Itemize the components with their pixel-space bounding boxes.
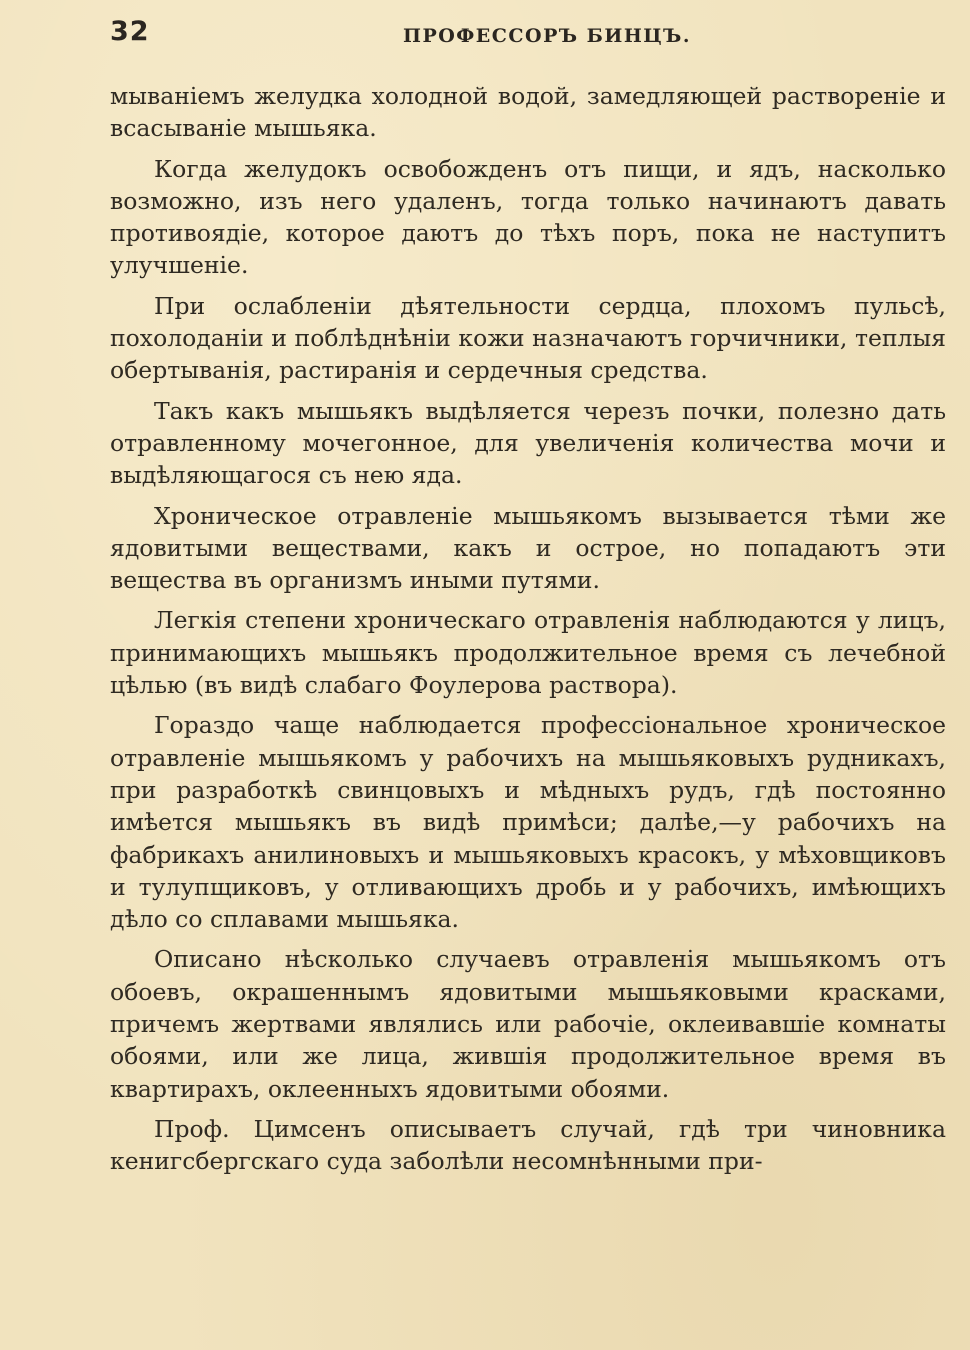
paragraph-continued: мываніемъ желудка холодной водой, замедляющей раствореніе и всасываніе мышьяка.	[110, 82, 946, 143]
paragraph: Описано нѣсколько случаевъ отравленія мышьякомъ отъ обоевъ, окрашеннымъ ядовитыми мышьяковыми красками, причемъ жертвами являлись или рабочіе, оклеивавшіе комнаты обоями, или же лица, жившія продолжительное время въ квартирахъ, оклеенныхъ ядовитыми обоями.	[110, 945, 946, 1103]
paragraph: При ослабленіи дѣятельности сердца, плохомъ пульсѣ, похолоданіи и поблѣднѣніи кожи назначаютъ горчичники, теплыя обертыванія, растиранія и сердечныя средства.	[110, 291, 946, 385]
running-head: ПРОФЕССОРЪ БИНЦЪ.	[403, 25, 691, 47]
paragraph: Гораздо чаще наблюдается профессіональное хроническое отравленіе мышьякомъ у рабочихъ на мышьяковыхъ рудникахъ, при разработкѣ свинцовыхъ и мѣдныхъ рудъ, гдѣ постоянно имѣется мышьякъ въ видѣ примѣси; далѣе,—у рабочихъ на фабрикахъ анилиновыхъ и мышьяковыхъ красокъ, у мѣховщиковъ и тулупщиковъ, у отливающихъ дробь и у рабочихъ, имѣющихъ дѣло со сплавами мышьяка.	[110, 711, 946, 934]
paragraph: Проф. Цимсенъ описываетъ случай, гдѣ три чиновника кенигсбергскаго суда заболѣли несомнѣнными при-	[110, 1114, 946, 1176]
page-number: 32	[110, 16, 150, 47]
paragraph: Хроническое отравленіе мышьякомъ вызывается тѣми же ядовитыми веществами, какъ и острое, но попадаютъ эти вещества въ организмъ иными путями.	[110, 501, 946, 595]
body-text	[110, 80, 946, 1186]
paragraph: Такъ какъ мышьякъ выдѣляется черезъ почки, полезно дать отравленному мочегонное, для увеличенія количества мочи и выдѣляющагося съ нею яда.	[110, 396, 946, 490]
paragraph: Когда желудокъ освобожденъ отъ пищи, и ядъ, насколько возможно, изъ него удаленъ, тогда только начинаютъ давать противоядіе, которое даютъ до тѣхъ поръ, пока не наступитъ улучшеніе.	[110, 154, 946, 280]
paragraph: Легкія степени хроническаго отравленія наблюдаются у лицъ, принимающихъ мышьякъ продолжительное время съ лечебной цѣлью (въ видѣ слабаго Фоулерова раствора).	[110, 606, 946, 700]
